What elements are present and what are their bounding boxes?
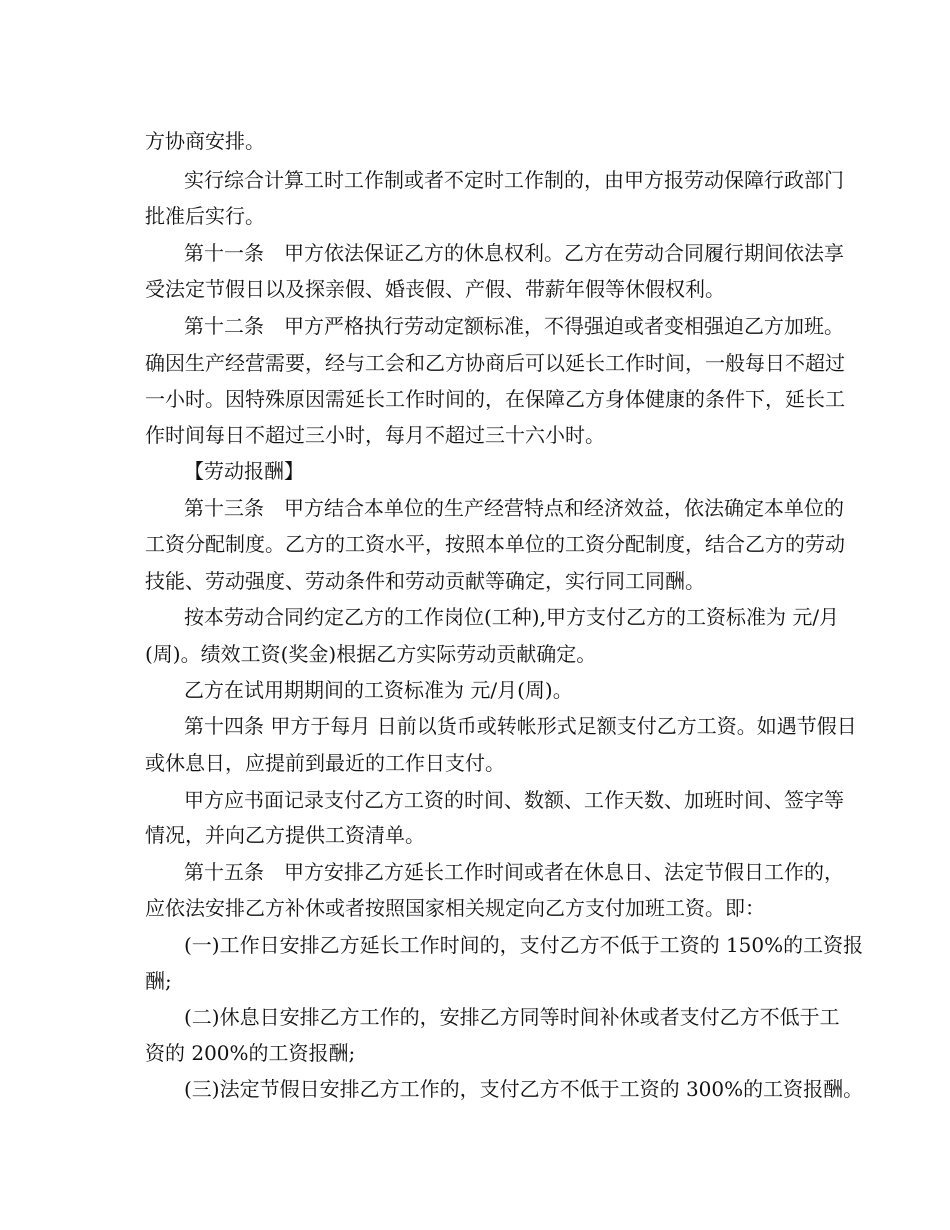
text-line: 第十四条 甲方于每月 日前以货币或转帐形式足额支付乙方工资。如遇节假日 (184, 714, 857, 738)
text-line: (三)法定节假日安排乙方工作的，支付乙方不低于工资的 300%的工资报酬。 (184, 1077, 864, 1101)
text-line: 工资分配制度。乙方的工资水平，按照本单位的工资分配制度，结合乙方的劳动 (145, 532, 845, 556)
text-line: 受法定节假日以及探亲假、婚丧假、产假、带薪年假等休假权利。 (145, 277, 725, 301)
text-line: 酬; (145, 969, 172, 993)
text-line: 第十一条 甲方依法保证乙方的休息权利。乙方在劳动合同履行期间依法享 (184, 241, 844, 265)
text-line: (周)。绩效工资(奖金)根据乙方实际劳动贡献确定。 (145, 642, 597, 666)
text-line: 甲方应书面记录支付乙方工资的时间、数额、工作天数、加班时间、签字等 (184, 788, 844, 812)
text-line: 资的 200%的工资报酬; (145, 1041, 356, 1065)
text-line: 第十三条 甲方结合本单位的生产经营特点和经济效益，依法确定本单位的 (184, 496, 844, 520)
text-line: 一小时。因特殊原因需延长工作时间的，在保障乙方身体健康的条件下，延长工 (145, 387, 845, 411)
text-line: 第十五条 甲方安排乙方延长工作时间或者在休息日、法定节假日工作的， (184, 860, 844, 884)
text-line: 应依法安排乙方补休或者按照国家相关规定向乙方支付加班工资。即： (145, 896, 765, 920)
text-line: (一)工作日安排乙方延长工作时间的，支付乙方不低于工资的 150%的工资报 (184, 933, 864, 957)
text-line: 情况，并向乙方提供工资清单。 (145, 823, 425, 847)
text-line: 确因生产经营需要，经与工会和乙方协商后可以延长工作时间，一般每日不超过 (145, 351, 845, 375)
text-line: 批准后实行。 (145, 204, 265, 228)
text-line: 技能、劳动强度、劳动条件和劳动贡献等确定，实行同工同酬。 (145, 569, 705, 593)
text-line: 或休息日，应提前到最近的工作日支付。 (145, 751, 505, 775)
text-line: (二)休息日安排乙方工作的，安排乙方同等时间补休或者支付乙方不低于工 (184, 1005, 840, 1029)
text-line: 方协商安排。 (145, 129, 265, 153)
text-line: 作时间每日不超过三小时，每月不超过三十六小时。 (145, 423, 605, 447)
text-line: 乙方在试用期期间的工资标准为 元/月(周)。 (184, 678, 573, 702)
section-heading: 【劳动报酬】 (184, 459, 304, 483)
text-line: 按本劳动合同约定乙方的工作岗位(工种),甲方支付乙方的工资标准为 元/月 (184, 605, 840, 629)
text-line: 实行综合计算工时工作制或者不定时工作制的，由甲方报劳动保障行政部门 (184, 168, 844, 192)
text-line: 第十二条 甲方严格执行劳动定额标准，不得强迫或者变相强迫乙方加班。 (184, 314, 844, 338)
